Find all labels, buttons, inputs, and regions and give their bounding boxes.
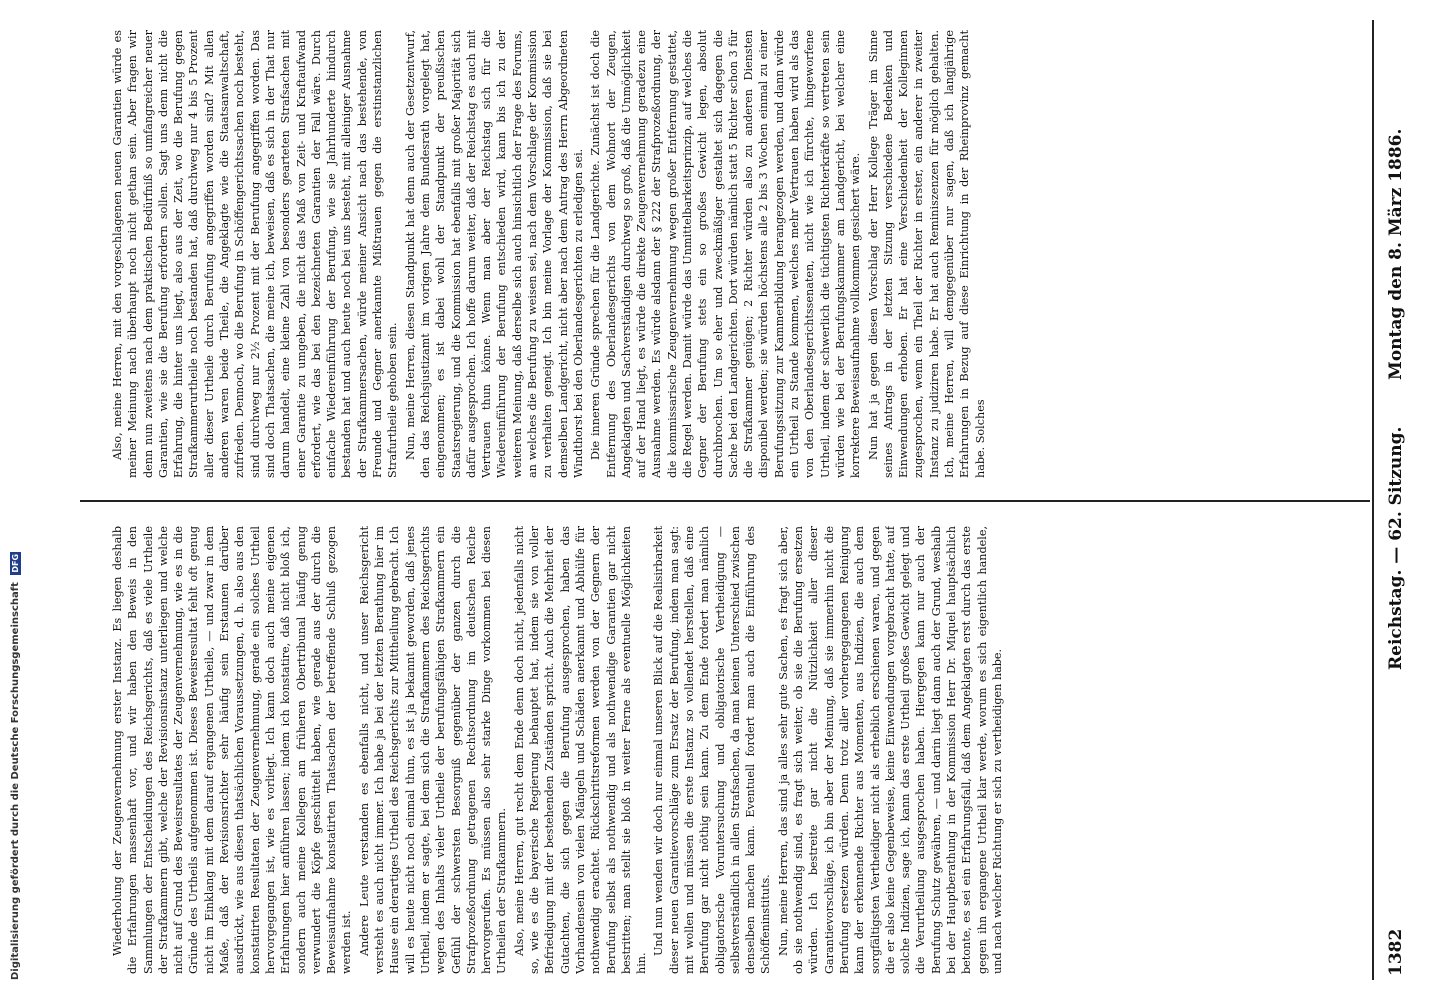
column-divider <box>80 500 1370 502</box>
text-column-left <box>110 526 1362 974</box>
paragraph: Also, meine Herren, gut recht dem Ende denn doch nicht, jedenfalls nicht so, wie es die bayerische Regierung behauptet hat, indem sie von voller Befriedigung mit der bestehenden Zuständen spricht. Auch die Mehrheit der Gutachten, die sich gegen die Berufung ausgesprochen, haben das Vorhandensein von vielen Mängeln und Schäden anerkannt und Abhülfe für nothwendig erachtet. Rückschrittsreformen werden von der Gegnern der Berufung selbst als nothwendig und als nothwendige Garantien gar nicht bestritten; man stellt sie bloß in weiter Ferne als eventuelle Möglichkeiten hin. <box>512 526 649 974</box>
paragraph: Nun, meine Herren, das sind ja alles sehr gute Sachen, es fragt sich aber, ob sie nothwendig sind, es fragt sich weiter, ob sie die Berufung ersetzen würden. Ich bestreite gar nicht die Nützlichkeit aller dieser Garantievorschläge, ich bin aber der Meinung, daß sie immerhin nicht die Berufung ersetzen würden. Denn trotz aller vorhergegangenen Reinigung kann der erkennende Richter aus Momenten, aus Indizien, die auch dem sorgfältigsten Vertheidiger nicht als erheblich erschienen waren, und gegen die er also keine Gegenbeweise, keine Einwendungen vorgebracht hatte, auf solche Indizien, sage ich, kann das erste Urtheil großes Gewicht gelegt und die Verurtheilung ausgesprochen haben. Hiergegen kann nur auch der Berufung Schutz gewähren, — und darin liegt dann auch der Grund, weshalb bei der Hauptberathung in der Kommission Herr Dr. Miquel hauptsächlich betonte, es sei ein Erfahrungsfall, daß dem Angeklagten erst durch das erste gegen ihn ergangene Urtheil klar werde, worum es sich eigentlich handele, und nach welcher Richtung er sich zu vertheidigen habe. <box>776 526 1004 974</box>
paragraph: Nun, meine Herren, diesen Standpunkt hat denn auch der Gesetzentwurf, den das Reichsjustizamt im vorigen Jahre dem Bundesrath vorgelegt hat, eingenommen; es ist dabei wohl der Standpunkt der preußischen Staatsregierung, und die Kommission hat ebenfalls mit großer Majorität sich dafür ausgesprochen. Ich hoffe darum weiter, daß der Reichstag es auch mit Vertrauen thun könne. Wenn man aber der Reichstag sich für die Wiedereinführung der Berufung entschieden wird, kann bis ich zu der weiteren Meinung, daß derselbe sich auch hinsichtlich der Frage des Forums, an welches die Berufung zu weisen sei, nach dem Vorschlage der Kommission zu verhalten geneigt. Ich bin meine Vorlage der Kommission, daß sie bei demselben Landgericht, nicht aber nach dem Antrag des Herrn Abgeordneten Windthorst bei den Oberlandesgerichten zu erledigen sei. <box>403 30 585 478</box>
digitization-credit <box>10 552 21 980</box>
paragraph: Also, meine Herren, mit den vorgeschlagenen neuen Garantien würde es meiner Meinung nach überhaupt noch nicht gethan sein. Aber fragen wir denn nun zweitens nach dem praktischen Bedürfniß so umfangreicher neuer Garantien, wie sie die Berufung erfordern sollen. Sagt uns denn nicht die Erfahrung, die hinter uns liegt, also aus der Zeit, wo die Berufung gegen Strafkammerurtheile noch bestanden hat, daß durchweg nur 4 bis 5 Prozent aller dieser Urtheile durch Berufung angegriffen worden sind? Mit allen anderen waren beide Theile, die Angeklagte wie die Staatsanwaltschaft, zufrieden. Dennoch, wo die Berufung in Schöffengerichtssachen noch besteht, sind durchweg nur 2½ Prozent mit der Berufung angegriffen worden. Das sind doch Thatsachen, die meine ich, beweisen, daß es sich in der That nur darum handelt, eine kleine Zahl von besonders gearteten Strafsachen mit einer Garantie zu umgeben, die nicht das Maß von Zeit- und Kraftaufwand erfordert, wie das bei den bezeichneten Garantien der Fall wäre. Durch einfache Wiedereinführung der Berufung, wie sie Jahrhunderte hindurch bestanden hat und auch heute noch bei uns besteht, mit alleiniger Ausnahme der Strafkammersachen, würde meiner Ansicht nach das bestehende, von Freunde und Gegner anerkannte Mißtrauen gegen die erstinstanzlichen Strafurtheile gehoben sein. <box>111 30 400 478</box>
header-date: Montag den 8. März 1886. <box>1386 128 1406 380</box>
dfg-logo: DFG <box>11 553 20 573</box>
paragraph: Nun hat ja gegen diesen Vorschlag der Herr Kollege Träger im Sinne seines Antrags in der letzten Sitzung verschiedene Bedenken und Einwendungen erhoben. Er hat eine Verschiedenheit der Kolleginnen zugesprochen, wenn ein Theil der Richter in erster, ein anderer in zweiter Instanz zu judiziren habe. Er hat auch Reminiszenzen für möglich gehalten. Ich, meine Herren, will demgegenüber nur sagen, daß ich langjährige Erfahrungen in Bezug auf diese Einrichtung in der Rheinprovinz gemacht habe. Solches <box>866 30 987 478</box>
text-column-right <box>110 30 1362 478</box>
credit-text: Digitalisierung gefördert durch die Deutsche Forschungsgemeinschaft <box>10 582 21 980</box>
paragraph: Wiederholung der Zeugenvernehmung erster Instanz. Es liegen deshalb die Erfahrungen massenhaft vor, und wir haben den Beweis in den Sammlungen der Entscheidungen des Reichsgerichts, daß es viele Urtheile der Strafkammern gibt, welche der Revisionsinstanz unterliegen und welche nicht auf Grund des Beweisresultates der Zeugenvernehmung, wie es in die Gründe des Urtheils aufgenommen ist. Dieses Beweisresultat fehlt oft genug nicht im Einklang mit dem darauf ergangenen Urtheile, — und zwar in dem Maße, daß der Revisionsrichter sehr häufig sein Erstaunen darüber ausdrückt, wie aus diesen thatsächlichen Voraussetzungen, d. h. also aus den konstatirten Resultaten der Zeugenvernehmung, gerade ein solches Urtheil hervorgegangen ist, wie es vorliegt. Ich kann doch auch meine eigenen Erfahrungen hier anführen lassen; indem ich konstatire, daß nicht bloß ich, sondern auch meine Kollegen am früheren Obertribunal häufig genug verwundert die Köpfe geschüttelt haben, wie gerade aus der durch die Beweisaufnahme konstatirten Thatsachen der betreffende Schluß gezogen werden ist. <box>111 526 354 974</box>
paragraph: Die inneren Gründe sprechen für die Landgerichte. Zunächst ist doch die Entfernung des Oberlandesgerichts von dem Wohnort der Zeugen, Angeklagten und Sachverständigen durchweg so groß, daß die Unmöglichkeit auf der Hand liegt, es würde die direkte Zeugenvernehmung geradezu eine Ausnahme werden. Es würde alsdann der § 222 der Strafprozeßordnung, der die kommissarische Zeugenvernehmung wegen großer Entfernung gestattet, die Regel werden. Damit würde das Unmittelbarkeitsprinzip, auf welches die Gegner der Berufung stets ein so großes Gewicht legen, absolut durchbrochen. Um so eher und zweckmäßiger gestaltet sich dagegen die Sache bei den Landgerichten. Dort würden nämlich statt 5 Richter schon 3 für die Strafkammer genügen; 2 Richter würden also zu anderen Diensten disponibel werden; sie würden höchstens alle 2 bis 3 Wochen einmal zu einer Berufungssitzung zur Kammerbildung herangezogen werden, und dann würde ein Urtheil zu Stande kommen, welches mehr Vertrauen haben wird als das von den Oberlandesgerichtssenaten, nicht wie ich fürchte, hingeworfene Urtheil, indem der schwerlich die tüchtigsten Richterkräfte so vertreten sein würden wie bei der Berufungskammer am Landgericht, bei welcher eine korrektere Beweisaufnahme vollkommen gesichert wäre. <box>589 30 863 478</box>
paragraph: Andere Leute verstanden es ebenfalls nicht, und unser Reichsgericht versteht es auch nicht immer. Ich habe ja bei der letzten Berathung hier im Hause ein derartiges Urtheil des Reichsgerichts zur Mittheilung gebracht. Ich will es heute nicht noch einmal thun, es ist ja bekannt geworden, daß jenes Urtheil, indem er sagte, bei dem sich die Strafkammern des Reichsgerichts wegen des Inhalts vieler Urtheile der berufungsfähigen Strafkammern ein Gefühl der schwersten Besorgniß gegenüber der ganzen durch die Strafprozeßordnung getragenen Rechtsordnung im deutschen Reiche hervorgerufen. Es müssen also sehr starke Dinge vorkommen bei diesen Urtheilen der Strafkammern. <box>357 526 509 974</box>
header-rule <box>1372 20 1374 980</box>
page-number: 1382 <box>1386 928 1406 976</box>
page-header <box>1378 0 1418 1000</box>
paragraph: Und nun wenden wir doch nur einmal unseren Blick auf die Realisirbarkeit dieser neuen Garantievorschläge zum Ersatz der Berufung, indem man sagt: mit wollen und müssen die erste Instanz so vollendet herstellen, daß eine Berufung gar nicht nöthig sein kann. Zu dem Ende fordert man nämlich obligatorische Voruntersuchung und obligatorische Vertheidigung — selbstverständlich in allen Strafsachen, da man keinen Unterschied zwischen denselben machen kann. Eventuell fordert man auch die Einführung des Schöffeninstituts. <box>652 526 773 974</box>
header-title: Reichstag. — 62. Sitzung. <box>1386 426 1406 670</box>
